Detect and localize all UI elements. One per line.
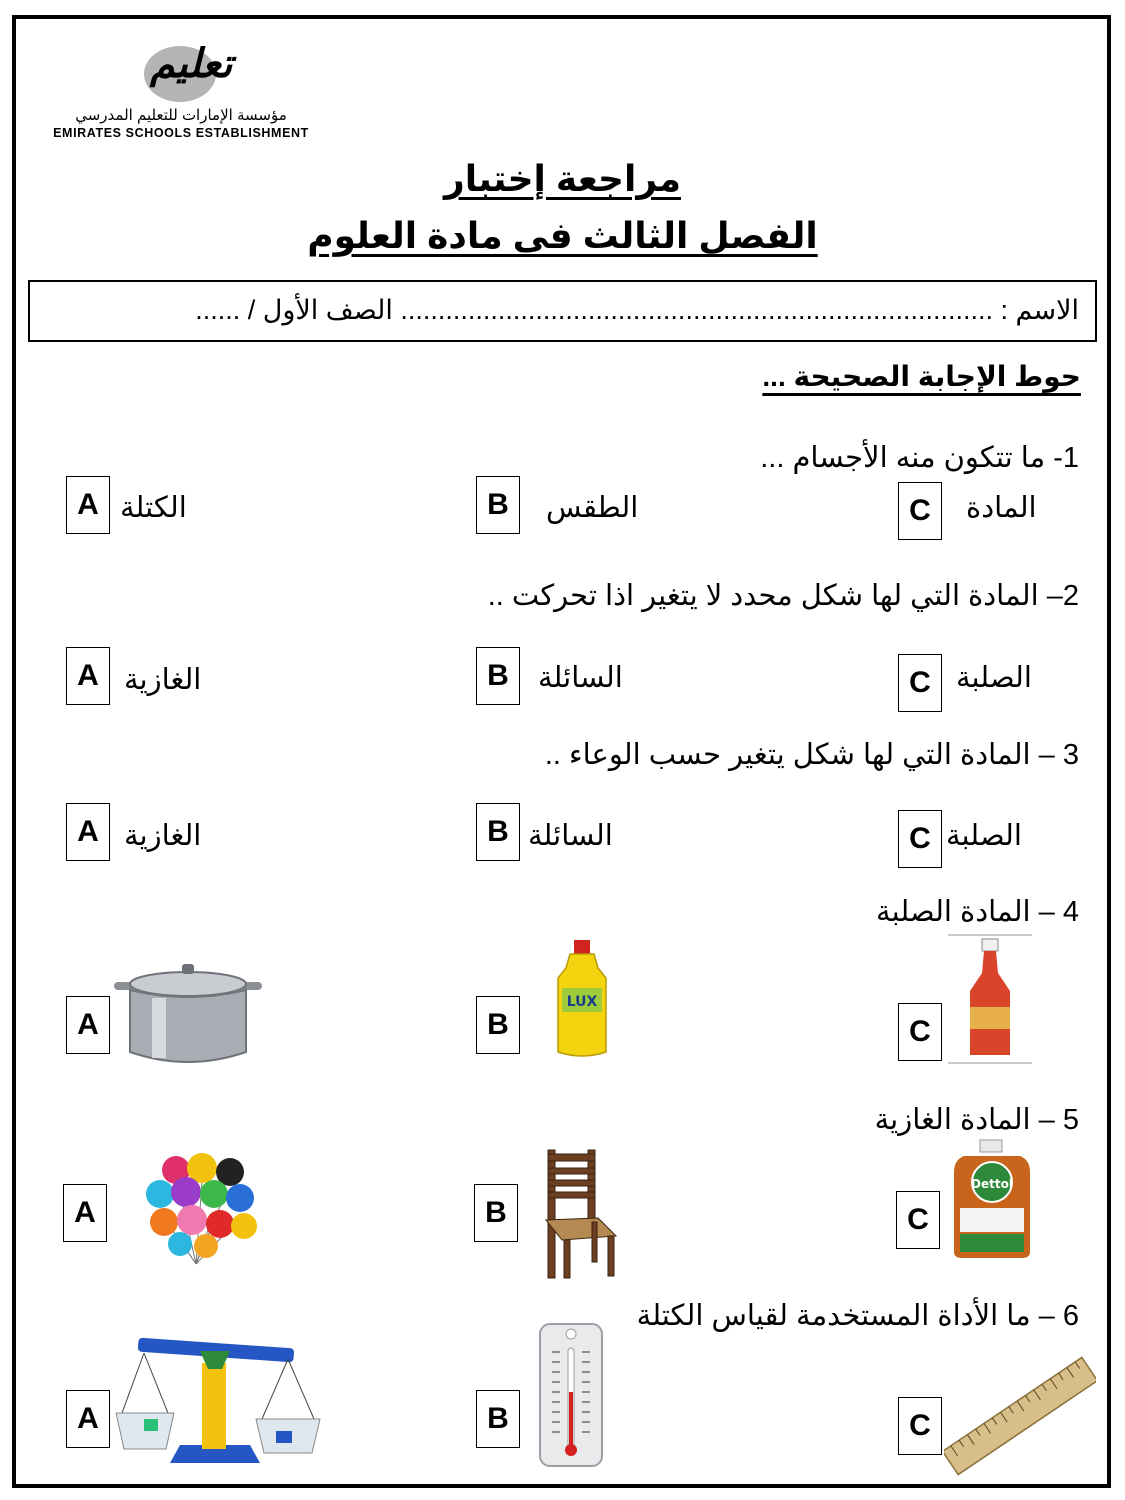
q4-option-b-box[interactable]: B	[476, 996, 520, 1054]
q5-option-a-box[interactable]: A	[63, 1184, 107, 1242]
q1-option-a-label: الكتلة	[120, 492, 187, 524]
student-name-line: الاسم : ............................................................................... الصف الأول / ......	[195, 295, 1079, 325]
wooden-chair-image[interactable]	[540, 1148, 620, 1280]
logo-arabic-name: مؤسسة الإمارات للتعليم المدرسي	[75, 107, 287, 124]
q1-option-c-box[interactable]: C	[898, 482, 942, 540]
q3-option-c-box[interactable]: C	[898, 810, 942, 868]
logo-english-name: EMIRATES SCHOOLS ESTABLISHMENT	[53, 126, 309, 140]
balance-scale-image[interactable]	[110, 1333, 324, 1473]
cooking-pot-image[interactable]	[112, 960, 264, 1070]
instruction: حوط الإجابة الصحيحة ...	[762, 361, 1081, 392]
title-line-2-text: الفصل الثالث فى مادة العلوم	[307, 215, 818, 256]
q6-option-b-box[interactable]: B	[476, 1390, 520, 1448]
balloons-image[interactable]	[140, 1152, 260, 1274]
q3-option-a-box[interactable]: A	[66, 803, 110, 861]
q6-option-c-box[interactable]: C	[898, 1397, 942, 1455]
question-2-text: 2– المادة التي لها شكل محدد لا يتغير اذا تحركت ..	[487, 580, 1079, 612]
q2-option-b-label: السائلة	[538, 662, 623, 694]
q4-option-c-box[interactable]: C	[898, 1003, 942, 1061]
title-line-1-text: مراجعة إختبار	[443, 158, 682, 199]
q3-option-b-box[interactable]: B	[476, 803, 520, 861]
q2-option-a-box[interactable]: A	[66, 647, 110, 705]
q2-option-a-label: الغازية	[124, 664, 202, 696]
title-line-1	[0, 158, 1125, 200]
q2-option-c-label: الصلبة	[956, 662, 1032, 694]
q5-option-c-box[interactable]: C	[896, 1191, 940, 1249]
q5-option-b-box[interactable]: B	[474, 1184, 518, 1242]
lux-label: LUX	[566, 994, 598, 1010]
question-6-text: 6 – ما الأداة المستخدمة لقياس الكتلة	[636, 1300, 1079, 1332]
question-4-text: 4 – المادة الصلبة	[876, 896, 1079, 928]
title-line-2	[0, 215, 1125, 257]
school-logo	[38, 40, 328, 145]
dettol-label: Dettol	[971, 1177, 1013, 1191]
question-1-text: 1- ما تتكون منه الأجسام ...	[760, 442, 1079, 474]
q3-option-a-label: الغازية	[124, 820, 202, 852]
q2-option-b-box[interactable]: B	[476, 647, 520, 705]
q2-option-c-box[interactable]: C	[898, 654, 942, 712]
q6-option-a-box[interactable]: A	[66, 1390, 110, 1448]
question-3-text: 3 – المادة التي لها شكل يتغير حسب الوعاء ..	[544, 739, 1079, 771]
dish-soap-bottle-image[interactable]	[550, 938, 614, 1060]
question-5-text: 5 – المادة الغازية	[874, 1104, 1079, 1136]
q1-option-a-box[interactable]: A	[66, 476, 110, 534]
logo-script: تعليم	[150, 40, 233, 87]
thermometer-image[interactable]	[538, 1322, 604, 1468]
q1-option-c-label: المادة	[966, 492, 1037, 524]
q4-option-a-box[interactable]: A	[66, 996, 110, 1054]
antiseptic-bottle-image[interactable]	[950, 1138, 1034, 1262]
student-info-box[interactable]	[28, 280, 1097, 342]
q3-option-c-label: الصلبة	[946, 820, 1022, 852]
q1-option-b-label: الطقس	[546, 492, 639, 524]
q1-option-b-box[interactable]: B	[476, 476, 520, 534]
ruler-image[interactable]	[944, 1356, 1096, 1476]
q3-option-b-label: السائلة	[528, 820, 613, 852]
sauce-bottle-image[interactable]	[948, 933, 1032, 1067]
